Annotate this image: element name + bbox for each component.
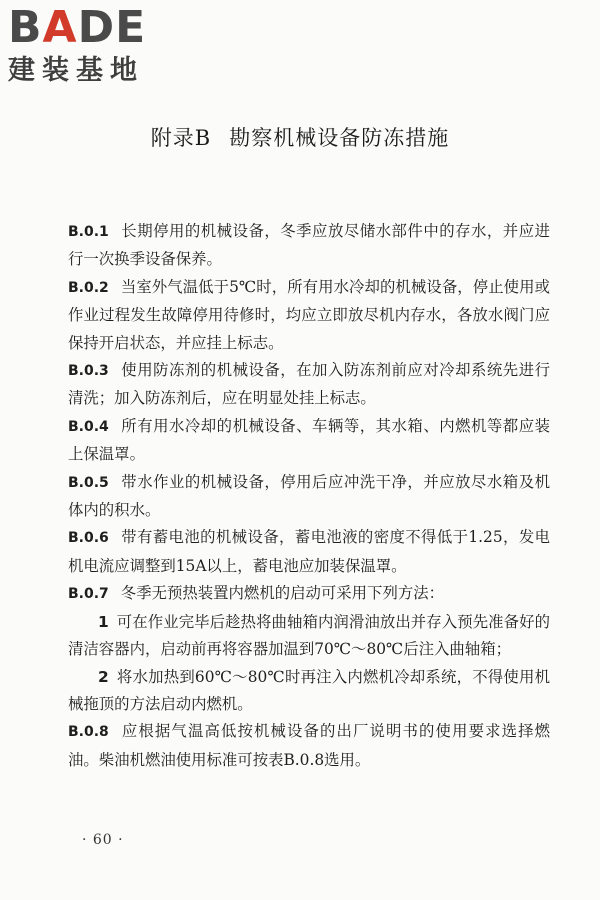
clause-text: 使用防冻剂的机械设备，在加入防冻剂前应对冷却系统先进行清洗；加入防冻剂后，应在明显处挂上标志。 — [68, 361, 550, 408]
clause-paragraph — [68, 524, 550, 580]
item-text: 将水加热到60℃～80℃时再注入内燃机冷却系统，不得使用机械拖顶的方法启动内燃机。 — [68, 667, 550, 713]
clause-text: 带水作业的机械设备，停用后应冲洗干净，并应放尽水箱及机体内的积水。 — [68, 472, 550, 520]
clause-number: B.0.3 — [68, 363, 109, 380]
clause-number: B.0.2 — [68, 279, 109, 296]
clause-paragraph — [68, 413, 550, 469]
clause-paragraph — [68, 718, 550, 774]
clause-number: B.0.4 — [68, 418, 109, 435]
clause-number: B.0.8 — [68, 724, 109, 741]
clause-number: B.0.5 — [68, 474, 109, 491]
clause-text: 冬季无预热装置内燃机的启动可采用下列方法： — [120, 584, 445, 603]
clause-paragraph — [68, 357, 550, 413]
clause-paragraph — [68, 580, 550, 608]
logo-letter-prefix: B — [8, 2, 43, 53]
clause-paragraph — [68, 218, 550, 274]
appendix-heading — [0, 122, 600, 152]
logo-wordmark — [8, 4, 178, 52]
item-number: 2 — [98, 667, 109, 686]
list-item — [68, 609, 550, 664]
logo-letter-suffix: DE — [77, 2, 147, 53]
appendix-label: 附录B — [150, 126, 212, 150]
clause-text: 所有用水冷却的机械设备、车辆等，其水箱、内燃机等都应装上保温罩。 — [68, 416, 550, 464]
logo-subtitle: 建装基地 — [8, 55, 144, 86]
item-text: 可在作业完毕后趁热将曲轴箱内润滑油放出并存入预先准备好的清洁容器内，启动前再将容器加温到70℃～80℃后注入曲轴箱； — [68, 612, 550, 659]
page-number: · 60 · — [82, 832, 124, 848]
clause-paragraph — [68, 469, 550, 525]
clause-text: 带有蓄电池的机械设备，蓄电池液的密度不得低于1.25，发电机电流应调整到15A以上，蓄电池应加装保温罩。 — [68, 528, 550, 575]
clause-number: B.0.7 — [68, 586, 109, 603]
clause-text: 长期停用的机械设备，冬季应放尽储水部件中的存水，并应进行一次换季设备保养。 — [68, 222, 550, 269]
list-item — [68, 664, 550, 719]
item-number: 1 — [98, 612, 109, 631]
document-body — [68, 218, 550, 774]
clause-text: 应根据气温高低按机械设备的出厂说明书的使用要求选择燃油。柴油机燃油使用标准可按表B.0.8选用。 — [68, 722, 550, 769]
appendix-title: 勘察机械设备防冻措施 — [229, 126, 450, 150]
clause-text: 当室外气温低于5℃时，所有用水冷却的机械设备，停止使用或作业过程发生故障停用待修时，均应立即放尽机内存水，各放水阀门应保持开启状态，并应挂上标志。 — [68, 277, 550, 352]
clause-number: B.0.6 — [68, 530, 109, 547]
logo-letter-accent: A — [42, 2, 78, 53]
clause-paragraph — [68, 274, 550, 357]
brand-logo — [8, 4, 178, 88]
clause-number: B.0.1 — [68, 224, 109, 240]
